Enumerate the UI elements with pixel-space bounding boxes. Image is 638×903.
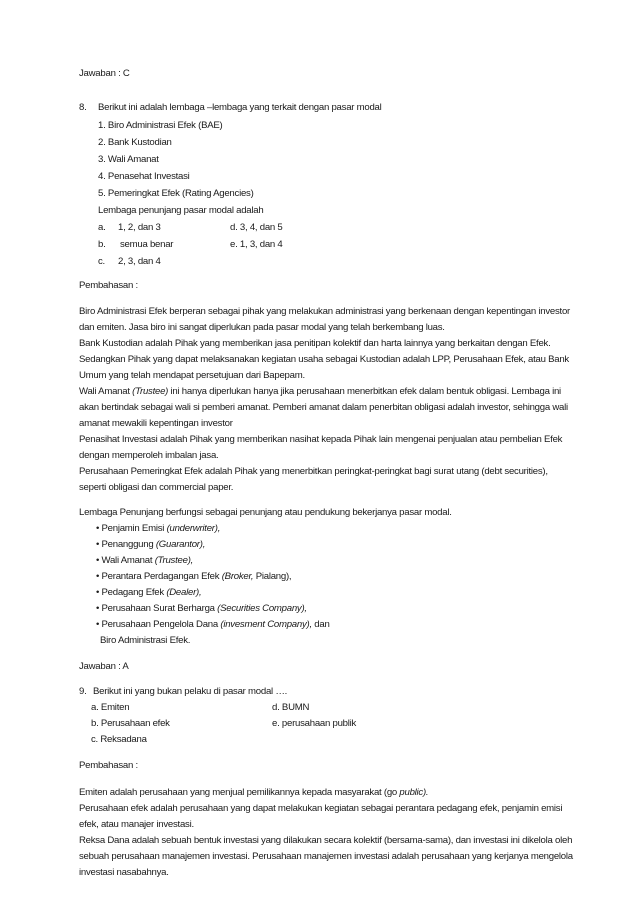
paragraph-line: dan emiten. Jasa biro ini sangat diperlukan pada pasar modal yang telah berkembang luas.: [79, 322, 445, 333]
option-letter: a.: [98, 222, 106, 233]
paragraph-line: amanat mewakili kepentingan investor: [79, 418, 233, 429]
option-left: a. Emiten: [91, 702, 130, 713]
question-number: 9.: [79, 686, 87, 697]
section-heading: Pembahasan :: [79, 280, 138, 291]
question-number: 8.: [79, 102, 87, 113]
option-left: b. Perusahaan efek: [91, 718, 170, 729]
paragraph-line: Biro Administrasi Efek berperan sebagai pihak yang melakukan administrasi yang berkenaan dengan kepentingan investor: [79, 306, 570, 317]
question-ask: Lembaga penunjang pasar modal adalah: [98, 205, 264, 216]
paragraph-line: Perusahaan efek adalah perusahaan yang dapat melakukan kegiatan sebagai perantara pedagang efek, penjamin emisi: [79, 803, 563, 814]
paragraph-line: seperti obligasi dan commercial paper.: [79, 482, 234, 493]
paragraph-line: [79, 384, 561, 400]
wali-rest: ini hanya diperlukan hanya jika perusahaan menerbitkan efek dalam bentuk obligasi. Lembaga ini: [170, 386, 561, 397]
option-letter: c.: [98, 256, 105, 267]
paragraph-line: Sedangkan Pihak yang dapat melaksanakan kegiatan usaha sebagai Kustodian adalah LPP, Perusahaan Efek, atau Bank: [79, 354, 569, 365]
option-left: 1, 2, dan 3: [118, 222, 161, 233]
option-letter: b.: [98, 239, 106, 250]
option-right: d. 3, 4, dan 5: [230, 222, 283, 233]
paragraph-line: dengan memperoleh imbalan jasa.: [79, 450, 219, 461]
paragraph-line: Penasihat Investasi adalah Pihak yang memberikan nasihat kepada Pihak lain mengenai penjualan atau pembelian Efek: [79, 434, 563, 445]
answer-line: Jawaban : A: [79, 661, 129, 672]
bullet-item: • Perusahaan Pengelola Dana (invesment Company), dan: [96, 619, 330, 630]
paragraph-line: Lembaga Penunjang berfungsi sebagai penunjang atau pendukung bekerjanya pasar modal.: [79, 507, 452, 518]
paragraph-line: sebuah perusahaan manajemen investasi. Perusahaan manajemen investasi adalah perusahaan yang kerjanya mengelola: [79, 851, 573, 862]
paragraph-line: Reksa Dana adalah sebuah bentuk investasi yang dilakukan secara kolektif (bersama-sama), dan investasi ini dikelola oleh: [79, 835, 573, 846]
option-right: d. BUMN: [272, 702, 310, 713]
option-left: c. Reksadana: [91, 734, 147, 745]
paragraph-line: efek, atau manajer investasi.: [79, 819, 194, 830]
question-item: 3. Wali Amanat: [98, 154, 159, 165]
bullet-item: • Wali Amanat (Trustee),: [96, 555, 194, 566]
paragraph-line: Perusahaan Pemeringkat Efek adalah Pihak yang menerbitkan peringkat-peringkat bagi surat utang (debt securities),: [79, 466, 548, 477]
paragraph-line: akan bertindak sebagai wali si pemberi amanat. Pemberi amanat dalam penerbitan obligasi adalah investor, sehingga wali: [79, 402, 568, 413]
paragraph-line: investasi nasabahnya.: [79, 867, 169, 878]
option-right: e. 1, 3, dan 4: [230, 239, 283, 250]
question-stem: Berikut ini adalah lembaga –lembaga yang terkait dengan pasar modal: [98, 102, 382, 113]
paragraph-line: Bank Kustodian adalah Pihak yang memberikan jasa penitipan kolektif dan harta lainnya yang berkaitan dengan Efek.: [79, 338, 551, 349]
option-left: 2, 3, dan 4: [118, 256, 161, 267]
question-item: 5. Pemeringkat Efek (Rating Agencies): [98, 188, 254, 199]
option-right: e. perusahaan publik: [272, 718, 357, 729]
bullet-item: • Perantara Perdagangan Efek (Broker, Pialang),: [96, 571, 292, 582]
bullet-item: • Penanggung (Guarantor),: [96, 539, 206, 550]
bullet-item: • Pedagang Efek (Dealer),: [96, 587, 202, 598]
option-left: semua benar: [120, 239, 174, 250]
question-stem: Berikut ini yang bukan pelaku di pasar modal ….: [93, 686, 288, 697]
bullet-item: • Penjamin Emisi (underwriter),: [96, 523, 221, 534]
bullet-item: • Perusahaan Surat Berharga (Securities Company),: [96, 603, 307, 614]
wali-prefix: Wali Amanat: [79, 386, 133, 397]
answer-line: Jawaban : C: [79, 68, 130, 79]
paragraph-line: Umum yang telah mendapat persetujuan dari Bapepam.: [79, 370, 305, 381]
question-item: 4. Penasehat Investasi: [98, 171, 190, 182]
bullet-continuation: Biro Administrasi Efek.: [100, 635, 191, 646]
section-heading: Pembahasan :: [79, 760, 138, 771]
paragraph-line: Emiten adalah perusahaan yang menjual pemilikannya kepada masyarakat (go public).: [79, 787, 429, 798]
wali-italic: (Trustee): [132, 386, 169, 397]
question-item: 1. Biro Administrasi Efek (BAE): [98, 120, 223, 131]
question-item: 2. Bank Kustodian: [98, 137, 172, 148]
